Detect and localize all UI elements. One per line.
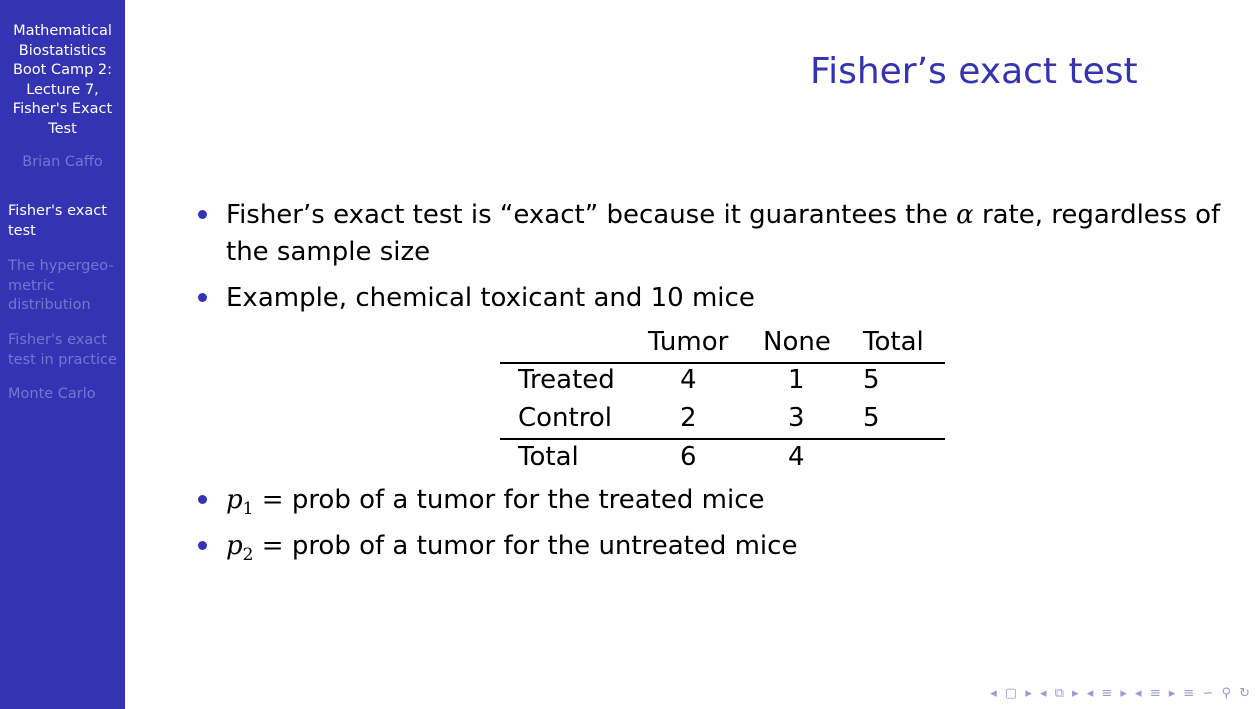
nav-label-line: test <box>8 222 36 239</box>
table-cell: 2 <box>680 403 697 433</box>
table-row-label: Total <box>518 442 579 472</box>
bullet-icon <box>198 210 207 219</box>
nav-label-line: The hypergeo- <box>8 258 114 274</box>
nav-item-hypergeometric-distribution[interactable] <box>8 257 122 316</box>
alpha-symbol: α <box>956 200 974 230</box>
bullet-text <box>226 197 1220 234</box>
slide-title: Fisher’s exact test <box>810 51 1138 92</box>
table-cell: 5 <box>863 403 880 433</box>
nav-item-fishers-exact-test[interactable] <box>8 202 122 241</box>
bullet-text: the sample size <box>226 237 431 267</box>
bullet-text: Example, chemical toxicant and 10 mice <box>226 283 755 313</box>
nav-label-line: metric <box>8 277 55 294</box>
math-operator: = <box>261 531 284 561</box>
bullet-icon <box>198 293 207 302</box>
math-operator: = <box>261 485 284 515</box>
nav-label-line: test in practice <box>8 351 117 368</box>
author-name[interactable]: Brian Caffo <box>22 154 103 170</box>
math-subscript: 2 <box>242 545 254 566</box>
nav-label-line: Fisher's exact <box>8 203 107 219</box>
bullet-icon <box>198 541 207 550</box>
bullet-text <box>226 528 797 574</box>
table-cell: 1 <box>788 365 805 395</box>
math-variable: p <box>226 485 243 515</box>
table-cell: 4 <box>680 365 697 395</box>
table-header-total: Total <box>863 327 924 357</box>
title-line: Lecture 7, <box>26 81 99 98</box>
table-cell: 6 <box>680 442 697 472</box>
table-cell: 4 <box>788 442 805 472</box>
table-cell: 3 <box>788 403 805 433</box>
bullet-text-part: Fisher’s exact test is “exact” because it guarantees the <box>226 200 948 230</box>
math-variable: p <box>226 531 243 561</box>
math-subscript: 1 <box>242 499 254 520</box>
table-cell: 5 <box>863 365 880 395</box>
nav-label-line: Fisher's exact <box>8 332 107 348</box>
nav-label-line: Monte Carlo <box>8 386 96 402</box>
beamer-navigation-icons[interactable]: ◂ ▢ ▸ ◂ ⧉ ▸ ◂ ≡ ▸ ◂ ≡ ▸ ≡ ∽ ⚲ ↻ <box>990 686 1252 701</box>
title-line: Fisher's Exact <box>12 101 113 117</box>
table-header-none: None <box>763 327 831 357</box>
bullet-icon <box>198 495 207 504</box>
table-row-label: Treated <box>518 365 615 395</box>
nav-label-line: distribution <box>8 297 91 313</box>
title-line: Test <box>48 120 77 137</box>
sidebar <box>0 0 125 709</box>
nav-item-fishers-exact-test-in-practice[interactable] <box>8 331 122 370</box>
presentation-title[interactable] <box>2 22 123 139</box>
nav-item-monte-carlo[interactable] <box>8 385 122 405</box>
bullet-text-part: prob of a tumor for the treated mice <box>291 485 765 515</box>
bullet-text <box>226 482 764 528</box>
bullet-text-part: prob of a tumor for the untreated mice <box>291 531 798 561</box>
title-line: Mathematical <box>13 23 112 39</box>
table-header-tumor: Tumor <box>648 327 729 357</box>
bullet-text-part: rate, regardless of <box>981 200 1221 230</box>
title-line: Biostatistics <box>18 42 107 59</box>
table-row-label: Control <box>518 403 612 433</box>
title-line: Boot Camp 2: <box>12 62 113 78</box>
